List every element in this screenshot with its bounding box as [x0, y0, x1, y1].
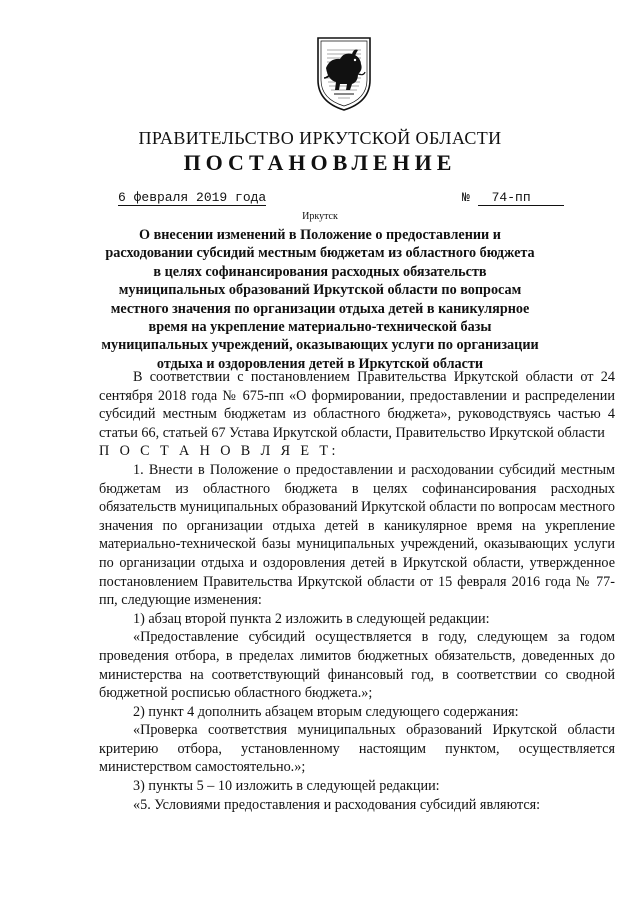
paragraph-7: «5. Условиями предоставления и расходования субсидий являются:	[133, 796, 541, 813]
paragraph-1: 1. Внести в Положение о предоставлении и расходовании субсидий местным бюджетам из областного бюджета в целях софинансирования расходных обязательств муниципальных образований Иркутской области по вопросам местного значения по организации отдыха детей в каникулярное время на укрепление материально-технической базы муниципальных учреждений, оказывающих услуги по организации отдыха и оздоровления детей в Иркутской области, утвержденное постановлением Правительства Иркутской области от 15 февраля 2016 года № 77-пп, следующие изменения:	[99, 461, 615, 609]
irkutsk-coat-of-arms-emblem	[314, 34, 374, 112]
preamble-paragraph: В соответствии с постановлением Правительства Иркутской области от 24 сентября 2018 года № 675-пп «О формировании, предоставлении и распределении субсидий местным бюджетам из областного бюджета», руководствуясь частью 4 статьи 66, статьей 67 Устава Иркутской области, Правительство Иркутской области	[99, 369, 615, 441]
paragraph-6: 3) пункты 5 – 10 изложить в следующей редакции:	[133, 778, 440, 795]
document-date	[118, 190, 266, 205]
document-heading: О внесении изменений в Положение о предоставлении и расходовании субсидий местным бюджетам из областного бюджета в целях софинансирования расходных обязательств муниципальных образований Иркутской области по вопросам местного значения по организации отдыха детей в каникулярное время на укрепление материально-технической базы муниципальных учреждений, оказывающих услуги по организации отдыха и оздоровления детей в Иркутской области	[101, 227, 539, 372]
paragraph-3: «Предоставление субсидий осуществляется в году, следующем за годом проведения отбора, в пределах лимитов бюджетных обязательств, доведенных до министерства на соответствующий финансовый год, в соответствии со сводной бюджетной росписью областного бюджета.»;	[99, 629, 615, 702]
number-value: 74-пп	[478, 190, 564, 206]
document-number	[462, 190, 564, 206]
document-body	[99, 368, 615, 814]
date-value: 6 февраля 2019 года	[118, 190, 267, 205]
city-name: Иркутск	[302, 211, 338, 222]
government-name: ПРАВИТЕЛЬСТВО ИРКУТСКОЙ ОБЛАСТИ	[138, 128, 502, 148]
document-type-title: ПОСТАНОВЛЕНИЕ	[183, 150, 457, 175]
paragraph-5: «Проверка соответствия муниципальных образований Иркутской области критерию отбора, установленному настоящим пунктом, осуществляется министерством самостоятельно.»;	[99, 722, 615, 776]
number-sign: №	[462, 190, 470, 205]
paragraph-2: 1) абзац второй пункта 2 изложить в следующей редакции:	[133, 610, 490, 627]
paragraph-4: 2) пункт 4 дополнить абзацем вторым следующего содержания:	[133, 703, 519, 720]
resolves-line: П О С Т А Н О В Л Я Е Т:	[99, 443, 339, 460]
